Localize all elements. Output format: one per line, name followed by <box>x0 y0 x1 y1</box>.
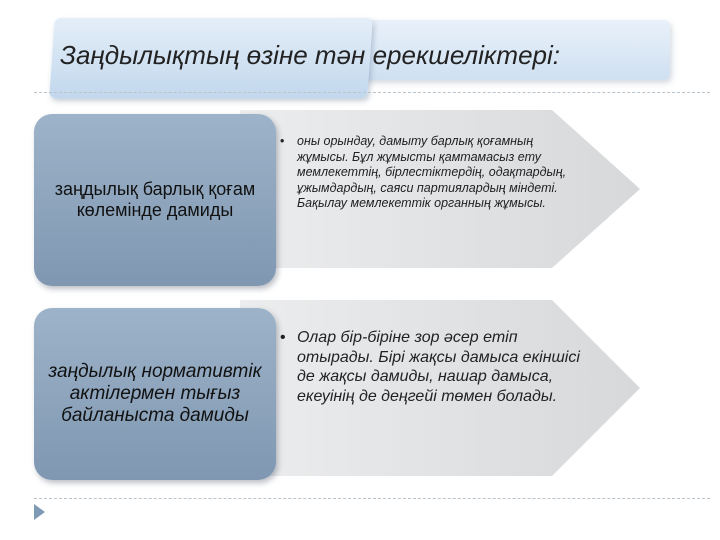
bullet-item-2 <box>280 328 580 406</box>
label-box-1-text: заңдылық барлық қоғам көлемінде дамиды <box>54 179 256 220</box>
bullet-item-1 <box>280 134 570 212</box>
bullet-icon: • <box>280 329 286 346</box>
bullet-icon: • <box>280 134 285 148</box>
bullet-item-1-text: оны орындау, дамыту барлық қоғамның жұмысы. Бұл жұмысты қамтамасыз ету мемлекеттің, бірлестіктердің, одақтардың, ұжымдардың, саяси партиялардың міндеті. Бақылау мемлекеттік органның жұмысы. <box>297 134 567 210</box>
bullet-item-2-text: Олар бір-біріне зор әсер етіп отырады. Бірі жақсы дамыса екіншісі де жақсы дамиды, нашар дамыса, екеуінің де деңгейі төмен болады. <box>297 329 580 405</box>
triangle-arrow-icon <box>34 504 45 520</box>
divider-top <box>34 92 710 93</box>
label-box-1 <box>34 114 276 286</box>
divider-bottom <box>34 498 710 499</box>
label-box-2 <box>34 308 276 480</box>
slide-title: Заңдылықтың өзіне тән ерекшеліктері: <box>60 40 561 70</box>
label-box-2-text: заңдылық нормативтік актілермен тығыз байланыста дамиды <box>48 361 262 426</box>
